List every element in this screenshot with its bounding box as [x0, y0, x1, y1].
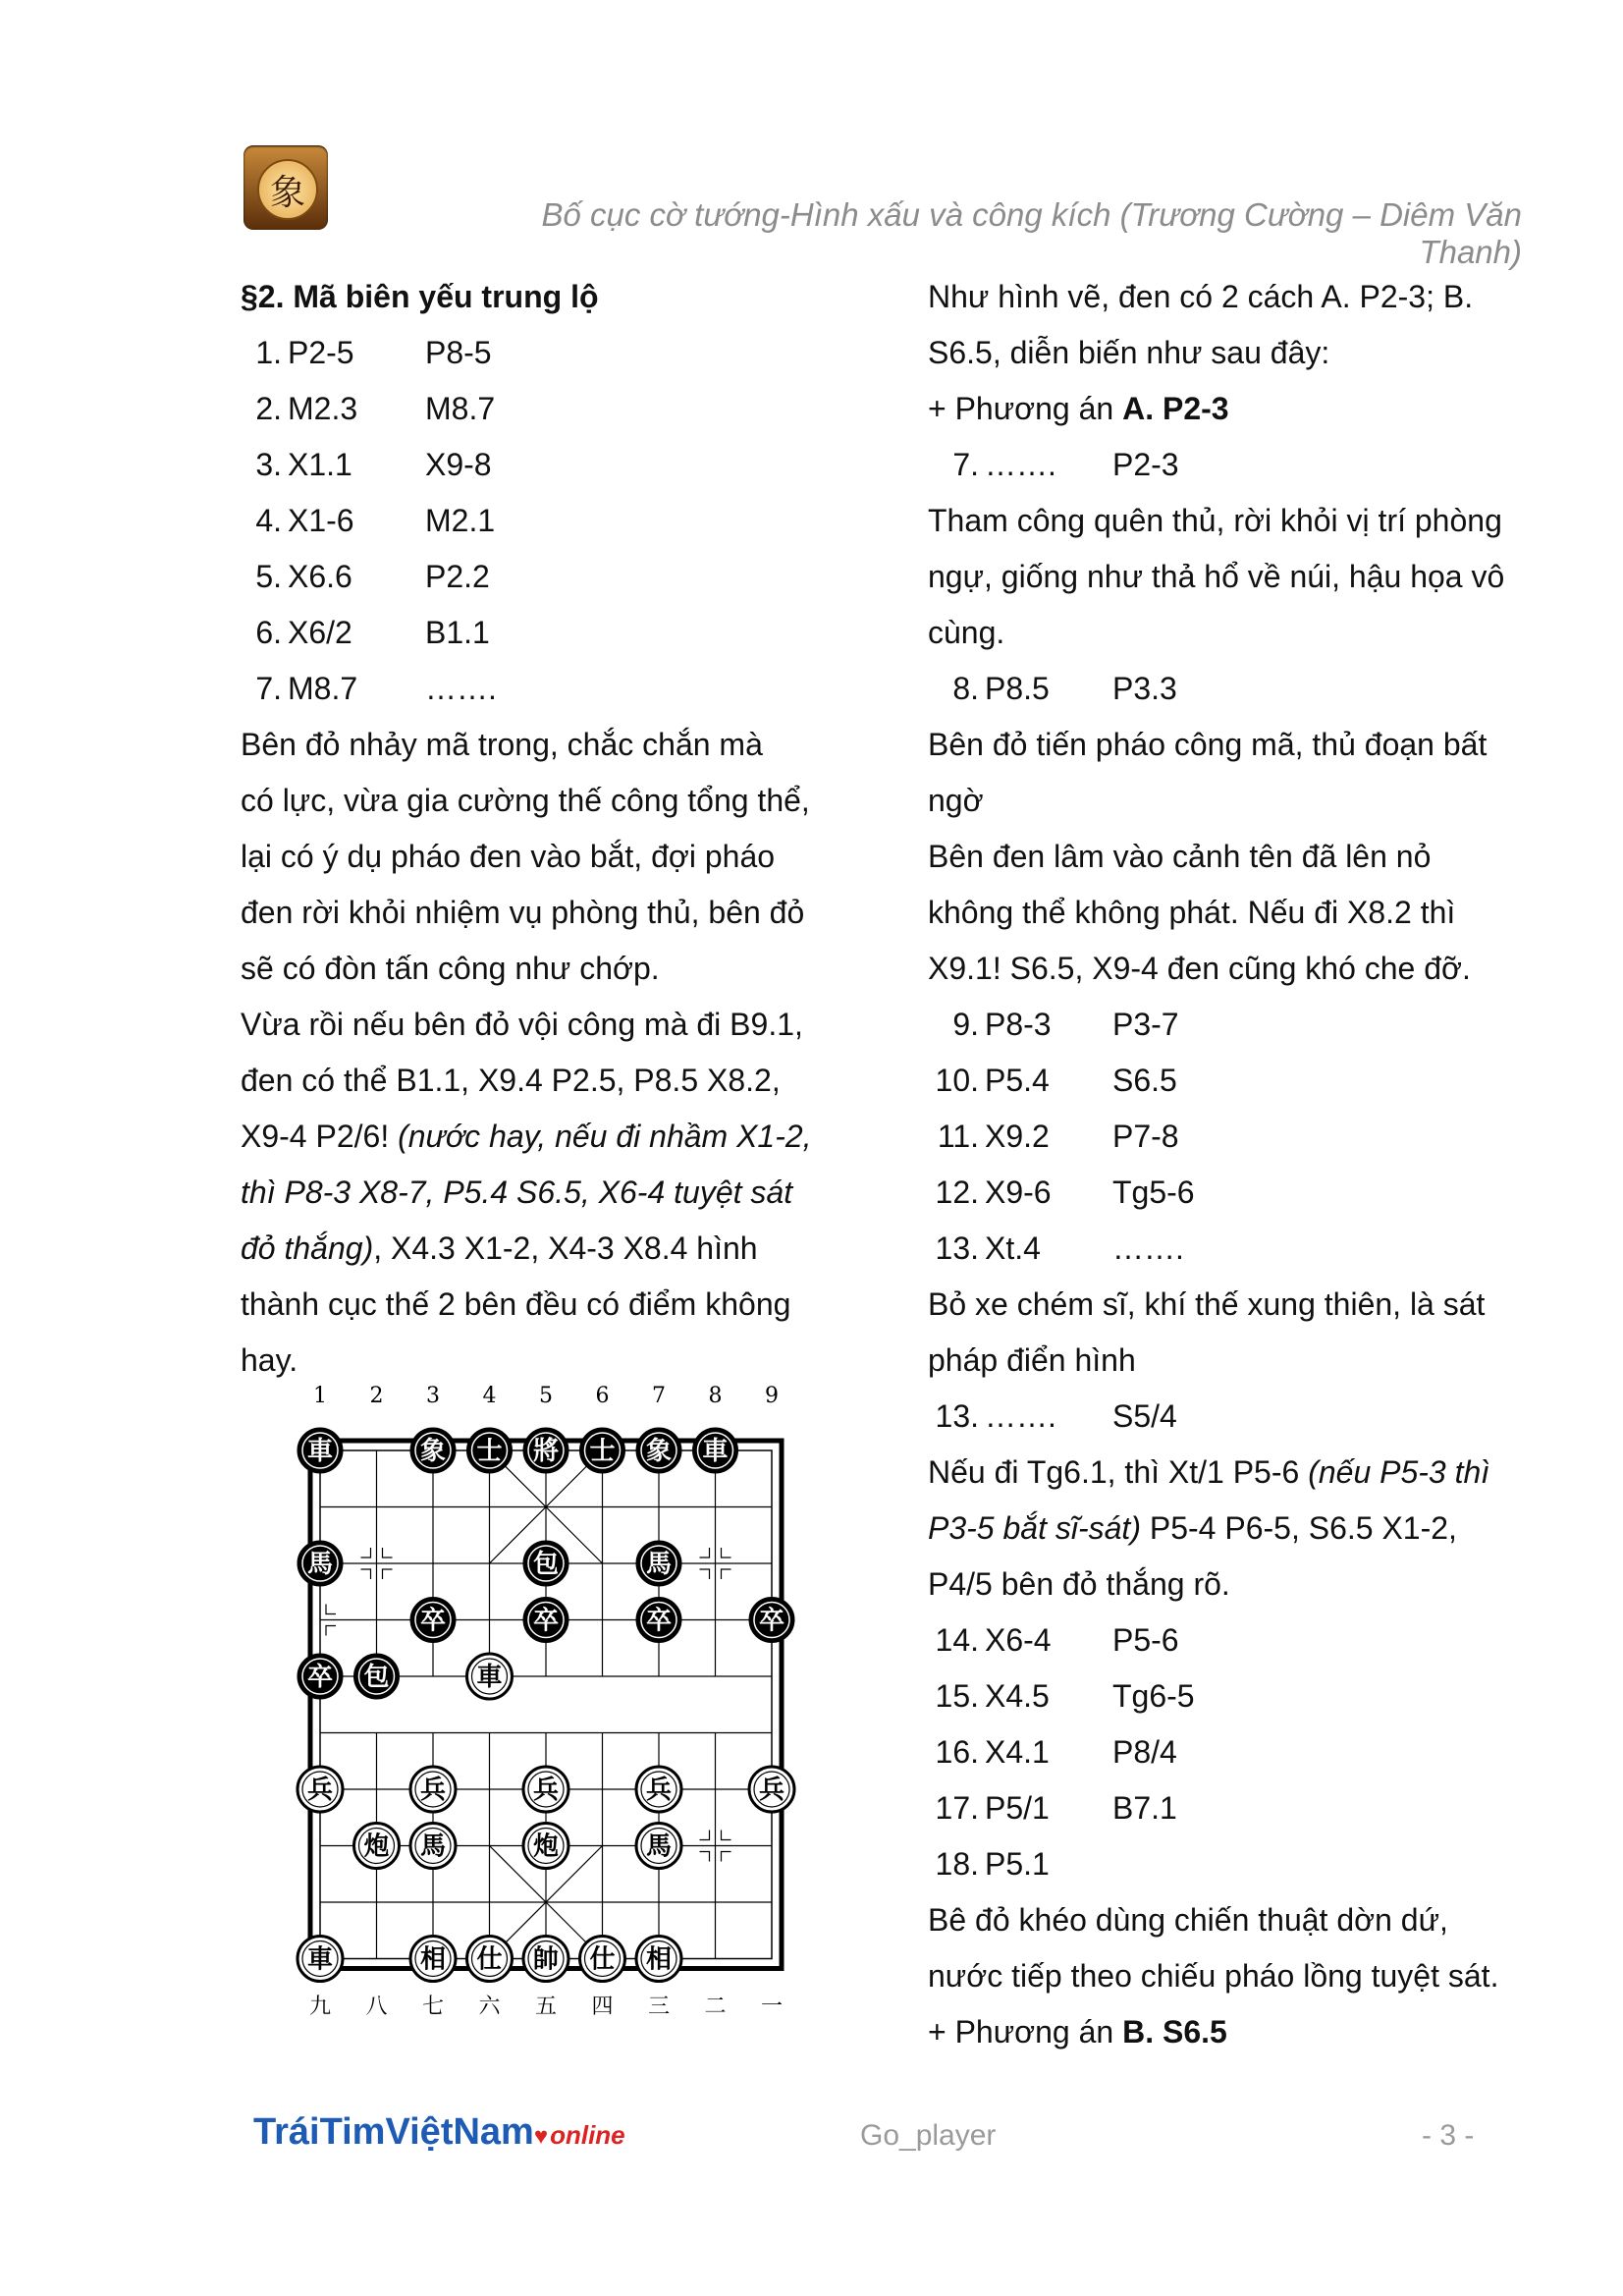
right-moves: [928, 997, 1537, 1277]
move-row: [928, 1668, 1537, 1724]
text-run: , X4.3 X1-2, X4-3 X8.4 hình: [373, 1230, 758, 1266]
text-line: Bên đỏ nhảy mã trong, chắc chắn mà: [241, 727, 763, 762]
position-marker: [700, 1852, 710, 1862]
red-piece-label: 馬: [419, 1831, 447, 1862]
move-red: X9.2: [985, 1119, 1050, 1154]
text-line: P4/5 bên đỏ thắng rõ.: [928, 1566, 1230, 1602]
section-title: §2. Mã biên yếu trung lộ: [241, 279, 599, 314]
text-line: nước tiếp theo chiếu pháo lồng tuyệt sát.: [928, 1958, 1499, 1994]
black-piece-label: 將: [532, 1437, 560, 1466]
red-piece-label: 馬: [645, 1831, 673, 1862]
board-file-label-bottom: 五: [534, 1995, 558, 2019]
left-column: [241, 269, 839, 1389]
move-number: 11.: [937, 1119, 979, 1154]
brand-text: TráiTimViệtNam: [253, 2111, 534, 2153]
bold-run: B. S6.5: [1122, 2014, 1227, 2050]
board-file-label-top: 5: [539, 1384, 553, 1408]
move-row: [241, 549, 839, 605]
board-file-label-bottom: 四: [591, 1995, 614, 2019]
move-red: X4.5: [985, 1678, 1050, 1714]
move-number: 8.: [952, 671, 979, 706]
move-row: [241, 325, 839, 381]
move-number: 9.: [952, 1007, 979, 1042]
page-header: Bố cục cờ tướng-Hình xấu và công kích (Trương Cường – Diêm Văn Thanh): [541, 196, 1522, 270]
black-piece-label: 卒: [419, 1606, 447, 1636]
red-piece-label: 兵: [306, 1776, 334, 1805]
board-file-label-bottom: 七: [421, 1995, 445, 2019]
text-run: + Phương án: [928, 2014, 1123, 2050]
move-black: …….: [425, 671, 497, 706]
move-row: [241, 437, 839, 493]
move-number: 1.: [255, 335, 282, 370]
red-piece-label: 炮: [532, 1831, 560, 1862]
move-red: P5.4: [985, 1063, 1050, 1098]
position-marker: [361, 1569, 371, 1579]
red-piece-label: 兵: [532, 1776, 560, 1805]
board-file-label-top: 8: [708, 1384, 723, 1408]
move-red: M2.3: [288, 391, 358, 426]
text-line: lại có ý dụ pháo đen vào bắt, đợi pháo: [241, 839, 776, 874]
move-red: X1-6: [288, 503, 354, 538]
move-red: P2-5: [288, 335, 354, 370]
move-black: M8.7: [425, 391, 496, 426]
move-red: X6-4: [985, 1622, 1052, 1658]
text-line: Bê đỏ khéo dùng chiến thuật dờn dứ,: [928, 1902, 1448, 1938]
move-row: [928, 1109, 1537, 1165]
move-number: 14.: [935, 1622, 979, 1658]
move-row: [928, 1053, 1537, 1109]
text-line: Bên đen lâm vào cảnh tên đã lên nỏ: [928, 839, 1432, 874]
move-black: P2-3: [1112, 447, 1179, 482]
board-file-label-bottom: 九: [308, 1995, 332, 2019]
position-marker: [722, 1569, 731, 1579]
red-piece-label: 仕: [476, 1944, 503, 1975]
move-red: …….: [985, 447, 1056, 482]
position-marker: [700, 1548, 710, 1558]
board-file-label-top: 2: [369, 1384, 384, 1408]
red-piece-label: 帥: [532, 1944, 560, 1975]
move-black: B7.1: [1112, 1790, 1177, 1826]
text-line: Bỏ xe chém sĩ, khí thế xung thiên, là sát: [928, 1286, 1486, 1322]
brand-suffix: online: [550, 2120, 625, 2150]
position-marker: [361, 1548, 371, 1558]
move-black: P8-5: [425, 335, 492, 370]
text-line: S6.5, diễn biến như sau đây:: [928, 335, 1330, 370]
move-black: M2.1: [425, 503, 496, 538]
left-moves: [241, 325, 839, 717]
position-marker: [700, 1569, 710, 1579]
elephant-piece-icon: 象: [257, 159, 318, 220]
position-marker: [383, 1548, 393, 1558]
text-line: không thể không phát. Nếu đi X8.2 thì: [928, 895, 1456, 930]
red-piece-label: 兵: [419, 1776, 447, 1805]
move-row: [928, 1221, 1537, 1277]
move-black: P3.3: [1112, 671, 1177, 706]
move-number: 7.: [255, 671, 282, 706]
move-row: [928, 1165, 1537, 1221]
move-black: S6.5: [1112, 1063, 1177, 1098]
text-line: Như hình vẽ, đen có 2 cách A. P2-3; B.: [928, 279, 1474, 314]
move-red: X1.1: [288, 447, 352, 482]
move-row: [928, 1613, 1537, 1668]
board-file-label-top: 1: [313, 1384, 327, 1408]
text-line: Tham công quên thủ, rời khỏi vị trí phòng: [928, 503, 1502, 538]
board-file-label-bottom: 三: [647, 1995, 671, 2019]
text-line: [928, 1445, 1537, 1501]
move-number: 2.: [255, 391, 282, 426]
text-line: hay.: [241, 1342, 298, 1378]
red-piece-label: 相: [645, 1944, 673, 1975]
position-marker: [326, 1626, 336, 1636]
move-red: P8-3: [985, 1007, 1052, 1042]
board-file-label-top: 7: [652, 1384, 666, 1408]
black-piece-label: 象: [645, 1437, 673, 1466]
position-marker: [326, 1605, 336, 1614]
board-file-label-top: 9: [765, 1384, 779, 1408]
move-number: 12.: [935, 1175, 979, 1210]
position-marker: [383, 1569, 393, 1579]
text-run: Nếu đi Tg6.1, thì Xt/1 P5-6: [928, 1454, 1309, 1490]
text-line: [241, 1109, 839, 1165]
position-marker: [700, 1831, 710, 1840]
black-piece-label: 車: [702, 1437, 729, 1466]
text-line: pháp điển hình: [928, 1342, 1136, 1378]
move-black: B1.1: [425, 615, 490, 650]
board-file-label-bottom: 六: [478, 1995, 501, 2019]
move-red: X4.1: [985, 1734, 1050, 1770]
left-para2: [241, 997, 839, 1389]
move-number: 5.: [255, 559, 282, 594]
text-line: thành cục thế 2 bên đều có điểm không: [241, 1286, 791, 1322]
right-moves: [928, 1613, 1537, 1892]
move-row: [241, 493, 839, 549]
black-piece-label: 車: [306, 1437, 334, 1466]
move-row: [928, 1389, 1537, 1445]
move-number: 10.: [935, 1063, 979, 1098]
move-red: …….: [985, 1398, 1056, 1434]
text-run: + Phương án: [928, 391, 1123, 426]
move-black: …….: [1112, 1230, 1184, 1266]
red-piece-label: 相: [419, 1944, 447, 1975]
move-red: X6.6: [288, 559, 352, 594]
move-black: S5/4: [1112, 1398, 1177, 1434]
move-number: 4.: [255, 503, 282, 538]
move-red: X6/2: [288, 615, 352, 650]
red-piece-label: 車: [476, 1663, 503, 1692]
board-file-label-top: 4: [482, 1384, 497, 1408]
plan-b-heading: [928, 2004, 1537, 2060]
move-row: [928, 997, 1537, 1053]
move-red: P5.1: [985, 1846, 1050, 1882]
italic-line: thì P8-3 X8-7, P5.4 S6.5, X6-4 tuyệt sát: [241, 1175, 793, 1210]
text-run: X9-4 P2/6!: [241, 1119, 399, 1154]
board-file-label-bottom: 八: [365, 1995, 388, 2019]
move-row: [241, 381, 839, 437]
black-piece-label: 士: [476, 1437, 503, 1466]
move-number: 16.: [935, 1734, 979, 1770]
move-row: [928, 437, 1537, 493]
move-number: 13.: [935, 1398, 979, 1434]
text-line: đen rời khỏi nhiệm vụ phòng thủ, bên đỏ: [241, 895, 805, 930]
red-piece-label: 仕: [589, 1944, 616, 1975]
xiangqi-board: [295, 1375, 825, 2023]
xiangqi-logo: [243, 145, 328, 230]
right-column: [928, 269, 1537, 2060]
italic-run: P3-5 bắt sĩ-sát): [928, 1510, 1141, 1546]
text-line: ngờ: [928, 783, 984, 818]
text-run: P5-4 P6-5, S6.5 X1-2,: [1140, 1510, 1457, 1546]
move-black: P8/4: [1112, 1734, 1177, 1770]
board-file-label-top: 3: [426, 1384, 440, 1408]
move-row: [928, 1724, 1537, 1780]
footer-author: Go_player: [860, 2119, 997, 2152]
move-black: X9-8: [425, 447, 492, 482]
move-black: Tg6-5: [1112, 1678, 1195, 1714]
move-row: [241, 661, 839, 717]
red-piece-label: 車: [306, 1944, 334, 1975]
board-file-label-bottom: 一: [760, 1995, 784, 2019]
position-marker: [722, 1548, 731, 1558]
black-piece-label: 卒: [532, 1606, 560, 1636]
left-para1: [241, 717, 839, 997]
text-line: có lực, vừa gia cường thế công tổng thể,: [241, 783, 810, 818]
position-marker: [722, 1831, 731, 1840]
bold-run: A. P2-3: [1122, 391, 1229, 426]
black-piece-label: 象: [419, 1437, 447, 1466]
italic-run: (nước hay, nếu đi nhầm X1-2,: [398, 1119, 812, 1154]
text-line: Bên đỏ tiến pháo công mã, thủ đoạn bất: [928, 727, 1488, 762]
black-piece-label: 馬: [645, 1550, 673, 1579]
text-line: X9.1! S6.5, X9-4 đen cũng khó che đỡ.: [928, 951, 1471, 986]
heart-icon: ♥: [533, 2123, 549, 2150]
black-piece-label: 卒: [758, 1606, 785, 1636]
move-red: P8.5: [985, 671, 1050, 706]
italic-run: đỏ thắng): [241, 1230, 374, 1266]
text-line: sẽ có đòn tấn công như chớp.: [241, 951, 660, 986]
red-piece-label: 炮: [363, 1831, 390, 1862]
move-red: Xt.4: [985, 1230, 1041, 1266]
move-red: X9-6: [985, 1175, 1052, 1210]
move-black: Tg5-6: [1112, 1175, 1195, 1210]
move-number: 13.: [935, 1230, 979, 1266]
red-piece-label: 兵: [758, 1776, 785, 1805]
red-piece-label: 兵: [645, 1776, 673, 1805]
black-piece-label: 卒: [645, 1606, 673, 1636]
text-line: đen có thể B1.1, X9.4 P2.5, P8.5 X8.2,: [241, 1063, 781, 1098]
text-line: [928, 1501, 1537, 1557]
board-file-label-top: 6: [595, 1384, 610, 1408]
move-black: P7-8: [1112, 1119, 1179, 1154]
move-black: P3-7: [1112, 1007, 1179, 1042]
board-file-label-bottom: 二: [704, 1995, 727, 2019]
move-red: M8.7: [288, 671, 358, 706]
move-number: 6.: [255, 615, 282, 650]
move-black: P5-6: [1112, 1622, 1179, 1658]
black-piece-label: 馬: [306, 1550, 334, 1579]
move-number: 3.: [255, 447, 282, 482]
plan-a-heading: [928, 381, 1537, 437]
move-black: P2.2: [425, 559, 490, 594]
text-line: Vừa rồi nếu bên đỏ vội công mà đi B9.1,: [241, 1007, 803, 1042]
move-row: [241, 605, 839, 661]
move-number: 7.: [952, 447, 979, 482]
italic-run: (nếu P5-3 thì: [1308, 1454, 1490, 1490]
move-row: [928, 1836, 1537, 1892]
move-number: 17.: [935, 1790, 979, 1826]
move-red: P5/1: [985, 1790, 1050, 1826]
move-row: [928, 661, 1537, 717]
black-piece-label: 包: [532, 1550, 560, 1579]
black-piece-label: 士: [589, 1437, 616, 1466]
black-piece-label: 包: [363, 1663, 390, 1692]
position-marker: [722, 1852, 731, 1862]
text-line: cùng.: [928, 615, 1005, 650]
text-line: [241, 1221, 839, 1277]
text-line: ngự, giống như thả hổ về núi, hậu họa vô: [928, 559, 1505, 594]
footer-brand-logo: [253, 2111, 625, 2154]
page-number: - 3 -: [1422, 2119, 1475, 2152]
black-piece-label: 卒: [306, 1663, 334, 1692]
move-row: [928, 1780, 1537, 1836]
move-number: 15.: [935, 1678, 979, 1714]
move-number: 18.: [935, 1846, 979, 1882]
